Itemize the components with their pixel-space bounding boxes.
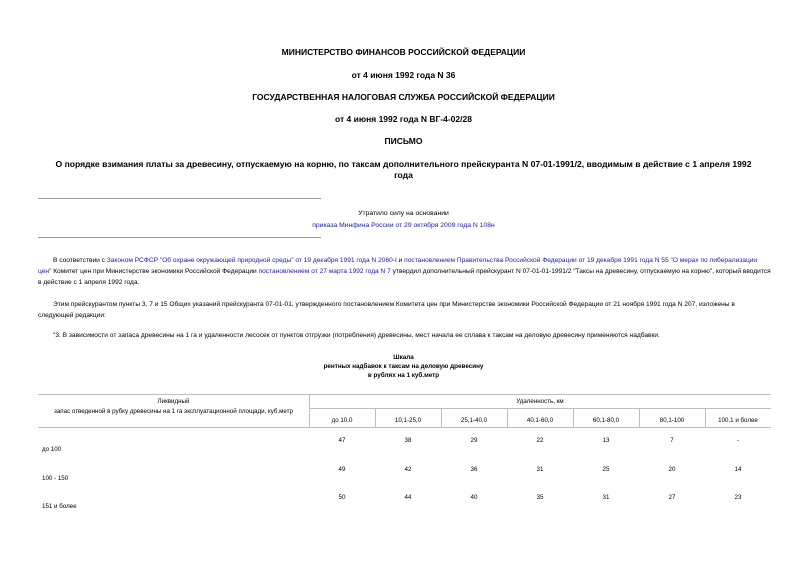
table-header-bottom [38, 427, 771, 428]
status-note [0, 222, 807, 229]
divider-bottom [38, 237, 321, 238]
divider-top [38, 198, 321, 199]
table-cell: 50 [338, 494, 346, 501]
table-header-distance: Удаленность, км [516, 398, 564, 405]
table-row-label: 100 - 150 [42, 475, 69, 482]
scale-subtitle: рентных надбавок к таксам на деловую древесину [323, 363, 484, 370]
table-subheader-line [309, 408, 771, 409]
table-cell: 20 [668, 466, 676, 473]
table-cell: 44 [404, 494, 412, 501]
table-cell: 47 [338, 437, 346, 444]
government-resolution-link[interactable]: постановлением Правительства Российской Федерации от 19 декабря 1991 года N 55 "О мерах по либерализации цен" [38, 257, 758, 275]
table-cell: 38 [404, 437, 412, 444]
service-name: ГОСУДАРСТВЕННАЯ НАЛОГОВАЯ СЛУЖБА РОССИЙСКОЙ ФЕДЕРАЦИИ [252, 92, 555, 102]
table-border-top [38, 394, 771, 395]
table-cell: 36 [470, 466, 478, 473]
law-link[interactable]: Законом РСФСР "Об охране окружающей природной среды" от 19 декабря 1991 года N 2060-I [106, 257, 397, 264]
table-column-header: 80,1-100 [659, 417, 685, 424]
price-committee-resolution-link[interactable]: постановлением от 27 марта 1992 года N 7 [258, 268, 391, 275]
table-row-label: до 100 [42, 446, 62, 453]
doc-title-line2: года [394, 170, 413, 180]
table-column-header: 10,1-25,0 [394, 417, 422, 424]
table-cell: 31 [536, 466, 544, 473]
table-cell: 35 [536, 494, 544, 501]
service-date: от 4 июня 1992 года N ВГ-4-02/28 [335, 114, 472, 124]
table-cell: 14 [734, 466, 742, 473]
doc-title-line1: О порядке взимания платы за древесину, отпускаемую на корню, по таксам дополнительного прейскуранта N 07-01-1991/2, вводимым в действие с 1 апреля 1992 [55, 159, 752, 169]
table-header-left-1: Ликвидный [157, 398, 190, 405]
table-cell: 42 [404, 466, 412, 473]
table-column-header: 100,1 и более [718, 417, 758, 424]
doc-title [40, 159, 767, 181]
table-cell: 49 [338, 466, 346, 473]
doc-type: ПИСЬМО [384, 136, 423, 146]
table-cell: 23 [734, 494, 742, 501]
table-column-header: 40,1-60,0 [526, 417, 554, 424]
table-cell: 29 [470, 437, 478, 444]
ministry-name: МИНИСТЕРСТВО ФИНАНСОВ РОССИЙСКОЙ ФЕДЕРАЦИИ [281, 47, 526, 57]
table-cell: 13 [602, 437, 610, 444]
ministry-date: от 4 июня 1992 года N 36 [351, 70, 456, 80]
table-column-header: 25,1-40,0 [460, 417, 488, 424]
table-row-label: 151 и более [42, 503, 77, 510]
table-cell: 22 [536, 437, 544, 444]
table-column-header: до 10,0 [331, 417, 353, 424]
status-note-text: Утратило силу на основании [358, 210, 449, 217]
table-cell: 7 [670, 437, 674, 444]
table-cell: - [736, 437, 740, 444]
paragraph-2: Этим прейскурантом пункты 3, 7 и 15 Общих указаний прейскуранта 07-01-01, утвержденного постановлением Комитета цен при Министерстве экономики Российской Федерации от 21 ноября 1991 года N 207, изложены в следующей редакции: [38, 301, 735, 319]
table-cell: 31 [602, 494, 610, 501]
table-header-left-2: запас отведенной в рубку древесины на 1 га эксплуатационной площади, куб.метр [54, 408, 293, 415]
table-cell: 25 [602, 466, 610, 473]
scale-title: Шкала [393, 354, 414, 361]
status-note-link[interactable]: приказа Минфина России от 29 октября 2009 года N 108н [312, 222, 495, 229]
table-column-header: 60,1-80,0 [592, 417, 620, 424]
scale-units: в рублях на 1 куб.метр [367, 372, 440, 379]
paragraph-3: "3. В зависимости от запаса древесины на 1 га и удаленности лесосек от пунктов отгрузки (потребления) древесины, мест начала ее сплава к таксам на деловую древесину применяются надбавки. [53, 332, 660, 339]
table-cell: 27 [668, 494, 676, 501]
table-cell: 40 [470, 494, 478, 501]
paragraph-1: В соответствии с Законом РСФСР "Об охране окружающей природной среды" от 19 декабря 1991 года N 2060-I и постановлением Правительства Российской Федерации от 19 декабря 1991 года N 55 "О мерах по либерализации цен" Комитет цен при Министерстве экономики Российской Федерации постановлением от 27 марта 1992 года N 7 утвердил дополнительный прейскурант N 07-01-01-1991/2 "Таксы на древесину, отпускаемую на корню", который вводится в действие с 1 апреля 1992 года. [38, 257, 771, 286]
